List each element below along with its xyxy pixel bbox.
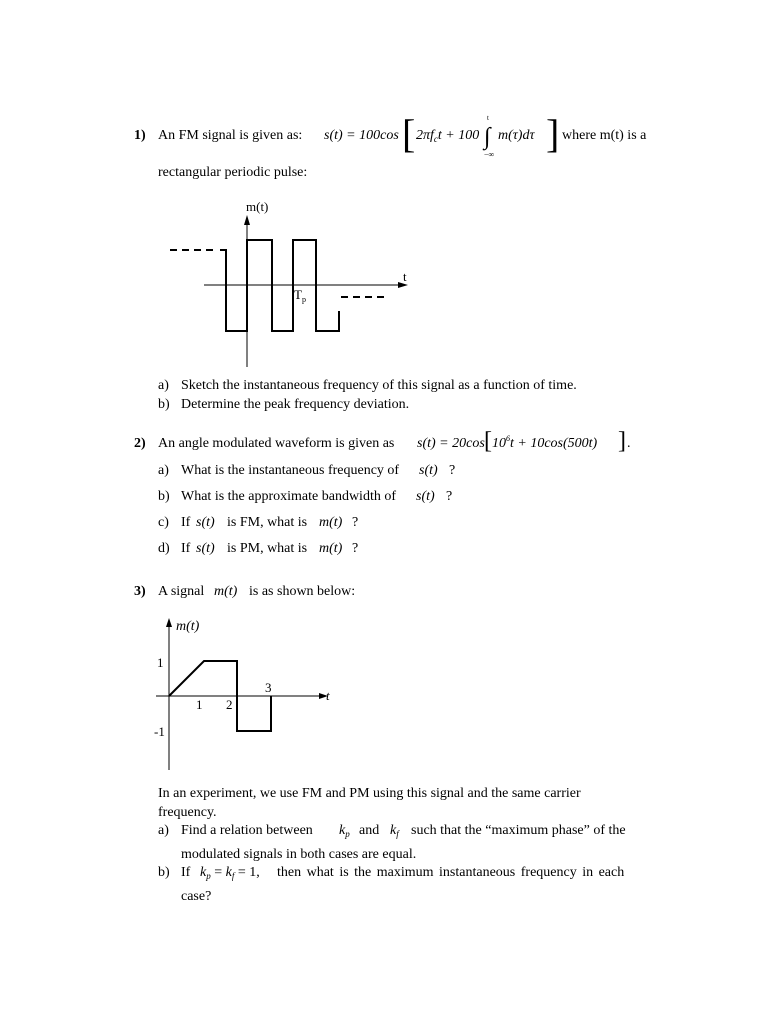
q2-formula-c: t + 10cos(500t)	[510, 436, 598, 451]
q3-number: 3)	[134, 584, 146, 599]
q2-a-expr: s(t)	[419, 463, 438, 478]
q2-d-pre: If	[181, 541, 191, 556]
q1-left-bracket: [	[402, 111, 416, 156]
q1-b-text: Determine the peak frequency deviation.	[181, 397, 410, 412]
q3-b-eq1: =	[210, 865, 226, 880]
q3-para-line2: frequency.	[158, 805, 217, 820]
q2-end: .	[627, 436, 631, 451]
q2-d-label: d)	[158, 541, 170, 556]
q1-b-label: b)	[158, 397, 170, 412]
q1-graph-tp	[294, 287, 306, 304]
q3-b-expr	[200, 865, 260, 881]
q2-number: 2)	[134, 436, 146, 451]
q2-d-end: ?	[352, 541, 359, 556]
q2-a-text: What is the instantaneous frequency of	[181, 463, 400, 478]
q1-number: 1)	[134, 128, 146, 143]
q2-formula-sup: 6	[506, 434, 510, 443]
q3-a-label: a)	[158, 823, 169, 838]
q2-d-expr1: s(t)	[196, 541, 215, 556]
q1-integral-lower: −∞	[484, 150, 495, 159]
q3-b-eq2: = 1,	[234, 865, 260, 880]
q3-b-k1-sub: p	[206, 871, 211, 881]
q3-y-axis-arrow	[166, 618, 172, 627]
q2-c-end: ?	[352, 515, 359, 530]
q1-formula-inner-a: 2πf	[416, 128, 434, 143]
q3-a-k2: k	[390, 823, 397, 838]
q1-pulse-graph	[160, 195, 420, 375]
q3-a-kf	[390, 823, 399, 839]
q2-a-label: a)	[158, 463, 169, 478]
q3-para-line1: In an experiment, we use FM and PM using this signal and the same carrier	[158, 786, 581, 801]
q1-formula-inner	[416, 128, 479, 144]
q3-a-t3: such that the “maximum phase” of the	[411, 823, 626, 838]
q3-b-k1: k	[200, 865, 207, 880]
q2-d-mid: is PM, what is	[227, 541, 308, 556]
q1-formula-lhs: s(t) = 100cos	[324, 128, 399, 143]
q2-b-expr: s(t)	[416, 489, 435, 504]
q2-c-expr2: m(t)	[319, 515, 343, 530]
q1-integrand: m(τ)dτ	[498, 128, 535, 143]
q1-formula-inner-b: t + 100	[437, 128, 480, 143]
q1-formula-inner-sub: c	[433, 134, 438, 144]
q2-c-expr1: s(t)	[196, 515, 215, 530]
q1-graph-tp-main: T	[294, 287, 302, 302]
q3-ytick-pos: 1	[157, 655, 164, 670]
q2-c-pre: If	[181, 515, 191, 530]
q3-signal-graph	[150, 612, 350, 774]
q3-b-k2: k	[225, 865, 232, 880]
q3-graph-xlabel: t	[326, 688, 330, 703]
q3-a-line2: modulated signals in both cases are equal.	[181, 847, 417, 862]
q3-b-t2: then what is the maximum instantaneous frequency in each	[277, 865, 625, 880]
q3-a-t1: Find a relation between	[181, 823, 313, 838]
q1-graph-tp-sub: p	[301, 295, 306, 304]
q2-b-end: ?	[446, 489, 453, 504]
q1-a-label: a)	[158, 378, 169, 393]
q2-c-mid: is FM, what is	[227, 515, 308, 530]
q2-b-label: b)	[158, 489, 170, 504]
q2-formula-b-base: 10	[492, 436, 506, 451]
q3-b-line2: case?	[181, 889, 212, 904]
q3-pre: A signal	[158, 584, 205, 599]
q2-text: An angle modulated waveform is given as	[158, 436, 395, 451]
q1-graph-xlabel: t	[403, 269, 407, 284]
q3-b-k2-sub: f	[231, 871, 235, 881]
q3-a-kp	[339, 823, 350, 839]
q3-expr: m(t)	[214, 584, 238, 599]
q2-formula-a: s(t) = 20cos	[417, 436, 485, 451]
q3-graph-ylabel: m(t)	[176, 619, 200, 634]
q3-a-t2: and	[359, 823, 380, 838]
q1-text-after: where m(t) is a	[562, 128, 647, 143]
q2-right-bracket: ]	[618, 428, 626, 454]
q3-post: is as shown below:	[249, 584, 356, 599]
q1-line2: rectangular periodic pulse:	[158, 165, 308, 180]
q3-xtick-2: 2	[226, 697, 233, 712]
q2-b-text: What is the approximate bandwidth of	[181, 489, 396, 504]
q3-xtick-1: 1	[196, 697, 203, 712]
q3-b-label: b)	[158, 865, 170, 880]
q3-a-k1: k	[339, 823, 346, 838]
q2-formula-b	[492, 436, 597, 452]
q1-text-before: An FM signal is given as:	[158, 128, 303, 143]
q3-ytick-neg: -1	[154, 724, 165, 739]
q1-y-axis-arrow	[244, 215, 250, 225]
q2-c-label: c)	[158, 515, 169, 530]
q1-integral-upper: t	[487, 114, 489, 122]
q2-a-end: ?	[449, 463, 456, 478]
q1-a-text: Sketch the instantaneous frequency of this signal as a function of time.	[181, 378, 577, 393]
q2-d-expr2: m(t)	[319, 541, 343, 556]
q3-a-k2-sub: f	[396, 829, 399, 839]
integral-sign: ∫	[484, 124, 491, 150]
q1-right-bracket: ]	[546, 111, 560, 156]
q3-a-k1-sub: p	[345, 829, 350, 839]
q3-xtick-3: 3	[265, 680, 272, 695]
q1-graph-ylabel: m(t)	[246, 199, 269, 214]
q3-b-t1: If	[181, 865, 191, 880]
q2-left-bracket: [	[484, 428, 492, 454]
